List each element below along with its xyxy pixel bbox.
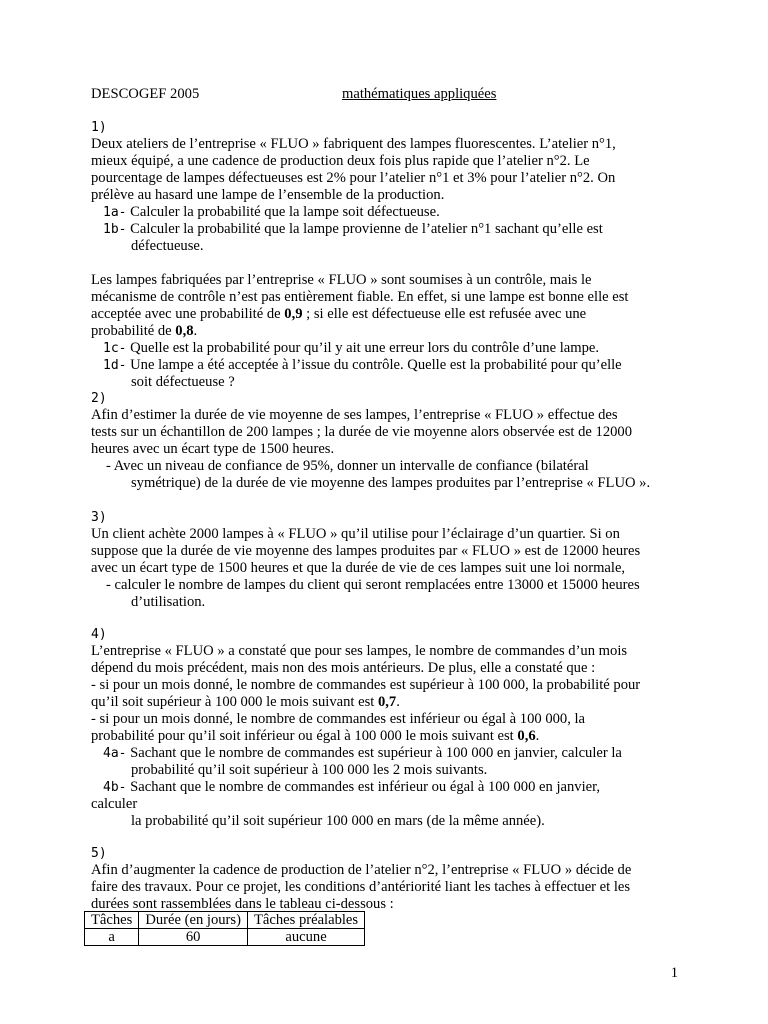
question-1c <box>91 340 676 357</box>
section-number: 2) <box>91 391 107 406</box>
question-text: Sachant que le nombre de commandes est supérieur à 100 000 en janvier, calculer la <box>130 745 622 761</box>
blank-line <box>91 255 676 272</box>
text-run: probabilité de <box>91 323 176 339</box>
paragraph-line: dépend du mois précédent, mais non des mois antérieurs. De plus, elle a constaté que : <box>91 660 596 676</box>
question-text-cont: défectueuse. <box>131 238 204 254</box>
table-header-cell: Tâches <box>85 912 139 929</box>
paragraph-line <box>91 323 676 340</box>
table-cell: 60 <box>139 929 248 946</box>
table-header-row <box>85 912 365 929</box>
question-text-cont: la probabilité qu’il soit supérieur 100 000 en mars (de la même année). <box>131 813 545 829</box>
paragraph-line: mieux équipé, a une cadence de production deux fois plus rapide que l’atelier n°2. Le <box>91 153 590 169</box>
text-run: qu’il soit supérieur à 100 000 le mois suivant est <box>91 694 378 710</box>
paragraph-line: faire des travaux. Pour ce projet, les conditions d’antériorité liant les taches à effectuer et les <box>91 879 631 895</box>
paragraph-line <box>91 306 676 323</box>
text-run: probabilité pour qu’il soit inférieur ou égal à 100 000 le mois suivant est <box>91 728 518 744</box>
table-header-cell: Durée (en jours) <box>139 912 248 929</box>
text-run: . <box>396 694 400 710</box>
section-2 <box>91 390 676 492</box>
paragraph-line: Deux ateliers de l’entreprise « FLUO » fabriquent des lampes fluorescentes. L’atelier n°1, <box>91 136 616 152</box>
section-number: 3) <box>91 510 107 525</box>
table-cell: aucune <box>247 929 364 946</box>
task-line-cont: symétrique) de la durée de vie moyenne des lampes produites par l’entreprise « FLUO ». <box>131 475 651 491</box>
table-cell: a <box>85 929 139 946</box>
question-label: 1a- <box>103 205 127 220</box>
paragraph-line: avec un écart type de 1500 heures et que la durée de vie de ces lampes suit une loi normale, <box>91 560 626 576</box>
question-4a <box>91 745 676 762</box>
paragraph-line: prélève au hasard une lampe de l’ensemble de la production. <box>91 187 445 203</box>
paragraph-line: - si pour un mois donné, le nombre de commandes est supérieur à 100 000, la probabilité pour <box>91 677 641 693</box>
paragraph-line: mécanisme de contrôle n’est pas entièrement fiable. En effet, si une lampe est bonne elle est <box>91 289 629 305</box>
section-number: 1) <box>91 120 107 135</box>
paragraph-line: - si pour un mois donné, le nombre de commandes est inférieur ou égal à 100 000, la <box>91 711 586 727</box>
question-text: Quelle est la probabilité pour qu’il y ait une erreur lors du contrôle d’une lampe. <box>130 340 600 356</box>
question-label: 4a- <box>103 746 127 761</box>
bold-value: 0,6 <box>517 728 536 744</box>
section-1 <box>91 119 676 391</box>
section-number: 4) <box>91 627 107 642</box>
paragraph-line <box>91 694 676 711</box>
header-institution: DESCOGEF 2005 <box>91 86 200 102</box>
question-text-cont: calculer <box>91 796 138 812</box>
question-text: Calculer la probabilité que la lampe soit défectueuse. <box>130 204 440 220</box>
section-number: 5) <box>91 846 107 861</box>
question-text: Une lampe a été acceptée à l’issue du contrôle. Quelle est la probabilité pour qu’elle <box>130 357 622 373</box>
paragraph-line: heures avec un écart type de 1500 heures. <box>91 441 335 457</box>
question-label: 1c- <box>103 341 127 356</box>
question-1b <box>91 221 676 238</box>
task-line-cont: d’utilisation. <box>131 594 206 610</box>
paragraph-line: L’entreprise « FLUO » a constaté que pour ses lampes, le nombre de commandes d’un mois <box>91 643 628 659</box>
text-run: ; si elle est défectueuse elle est refusée avec une <box>302 306 587 322</box>
question-text-cont: probabilité qu’il soit supérieur à 100 000 les 2 mois suivants. <box>131 762 488 778</box>
bold-value: 0,8 <box>175 323 194 339</box>
section-3 <box>91 509 676 611</box>
question-1a <box>91 204 676 221</box>
question-label: 1d- <box>103 358 127 373</box>
paragraph-line: Les lampes fabriquées par l’entreprise « FLUO » sont soumises à un contrôle, mais le <box>91 272 592 288</box>
paragraph-line: suppose que la durée de vie moyenne des lampes produites par « FLUO » est de 12000 heures <box>91 543 641 559</box>
paragraph-line: Afin d’estimer la durée de vie moyenne de ses lampes, l’entreprise « FLUO » effectue des <box>91 407 618 423</box>
table-header-cell: Tâches préalables <box>247 912 364 929</box>
bold-value: 0,9 <box>284 306 303 322</box>
text-run: . <box>535 728 540 744</box>
paragraph-line: tests sur un échantillon de 200 lampes ; la durée de vie moyenne alors observée est de 12000 <box>91 424 633 440</box>
header-subject: mathématiques appliquées <box>342 86 497 102</box>
question-4b <box>91 779 676 796</box>
question-text: Sachant que le nombre de commandes est inférieur ou égal à 100 000 en janvier, <box>130 779 601 795</box>
bold-value: 0,7 <box>377 694 397 710</box>
paragraph-line: Un client achète 2000 lampes à « FLUO » qu’il utilise pour l’éclairage d’un quartier. Si on <box>91 526 620 542</box>
paragraph-line <box>91 728 676 745</box>
paragraph-line: durées sont rassemblées dans le tableau ci-dessous : <box>91 896 394 912</box>
paragraph-line: Afin d’augmenter la cadence de production de l’atelier n°2, l’entreprise « FLUO » décide de <box>91 862 632 878</box>
tasks-table <box>84 911 365 946</box>
text-run: . <box>193 323 198 339</box>
question-text: Calculer la probabilité que la lampe provienne de l’atelier n°1 sachant qu’elle est <box>130 221 603 237</box>
table-row <box>85 929 365 946</box>
text-run: acceptée avec une probabilité de <box>91 306 285 322</box>
question-label: 4b- <box>103 780 127 795</box>
section-5 <box>91 845 676 913</box>
question-label: 1b- <box>103 222 127 237</box>
section-4 <box>91 626 676 830</box>
paragraph-line: pourcentage de lampes défectueuses est 2% pour l’atelier n°1 et 3% pour l’atelier n°2. On <box>91 170 616 186</box>
task-line: - Avec un niveau de confiance de 95%, donner un intervalle de confiance (bilatéral <box>106 458 589 474</box>
page-number: 1 <box>670 965 678 981</box>
task-line: - calculer le nombre de lampes du client qui seront remplacées entre 13000 et 15000 heures <box>106 577 640 593</box>
question-1d <box>91 357 676 374</box>
question-text-cont: soit défectueuse ? <box>131 374 235 390</box>
